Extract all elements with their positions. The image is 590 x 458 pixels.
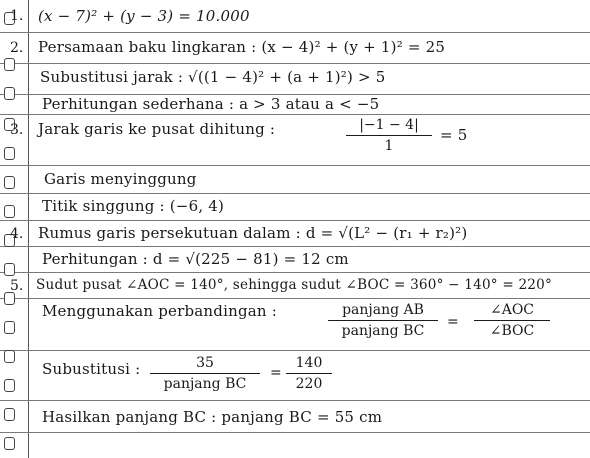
fraction-numerator: 35 (196, 355, 214, 371)
ruled-line (0, 432, 590, 433)
ruled-line (0, 350, 590, 351)
binder-hole (4, 263, 15, 276)
fraction-bar (474, 320, 550, 321)
fraction-numerator: ∠AOC (489, 302, 535, 318)
distance-result: = 5 (440, 126, 468, 144)
binder-hole (4, 379, 15, 392)
result-line: Hasilkan panjang BC : panjang BC = 55 cm (42, 408, 383, 426)
ruled-line (0, 193, 590, 194)
tangent-point-line: Titik singgung : (−6, 4) (42, 197, 225, 215)
distance-line-label: Jarak garis ke pusat dihitung : (38, 120, 276, 138)
ratio-label: Menggunakan perbandingan : (42, 302, 277, 320)
ruled-line (0, 165, 590, 166)
simple-calculation-line: Perhitungan sederhana : a > 3 atau a < −5 (42, 95, 380, 113)
ruled-line (0, 63, 590, 64)
fraction-bar (346, 135, 432, 136)
ruled-line (0, 220, 590, 221)
equation-circle: (x − 7)² + (y − 3) = 10.000 (38, 7, 250, 25)
central-angle-line: Sudut pusat ∠AOC = 140°, sehingga sudut ∠BOC = 360° − 140° = 220° (36, 277, 552, 293)
item-number: 1. (10, 8, 24, 24)
binder-hole (4, 437, 15, 450)
equals-sign: = (447, 314, 459, 330)
inner-tangent-calculation-line: Perhitungan : d = √(225 − 81) = 12 cm (42, 250, 349, 268)
inner-tangent-formula-line: Rumus garis persekutuan dalam : d = √(L² − (r₁ + r₂)²) (38, 224, 468, 242)
substitution-fraction-angle (286, 355, 332, 392)
binder-hole (4, 58, 15, 71)
equals-sign: = (270, 365, 282, 381)
ruled-line (0, 32, 590, 33)
binder-hole (4, 408, 15, 421)
margin-line (28, 0, 29, 458)
binder-hole (4, 321, 15, 334)
fraction-denominator: 1 (384, 138, 394, 154)
fraction-bar (328, 320, 438, 321)
binder-hole (4, 176, 15, 189)
binder-hole (4, 87, 15, 100)
item-number: 4. (10, 226, 24, 242)
fraction-bar (150, 373, 260, 374)
ratio-fraction-angle (474, 302, 550, 339)
fraction-denominator: panjang BC (341, 323, 425, 339)
standard-equation-line: Persamaan baku lingkaran : (x − 4)² + (y + 1)² = 25 (38, 38, 446, 56)
fraction-denominator: 220 (295, 376, 323, 392)
fraction-numerator: 140 (295, 355, 323, 371)
ruled-line (0, 272, 590, 273)
ruled-line (0, 114, 590, 115)
item-number: 2. (10, 40, 24, 56)
binder-hole (4, 205, 15, 218)
substitution-fraction-length (150, 355, 260, 392)
fraction-numerator: |−1 − 4| (359, 117, 419, 133)
ruled-line (0, 246, 590, 247)
ruled-line (0, 400, 590, 401)
binder-hole (4, 147, 15, 160)
fraction-denominator: panjang BC (163, 376, 247, 392)
item-number: 5. (10, 278, 24, 294)
distance-fraction (346, 117, 432, 154)
substitution-label: Subustitusi : (42, 360, 141, 378)
fraction-denominator: ∠BOC (489, 323, 535, 339)
ratio-fraction-length (328, 302, 438, 339)
binder-hole (4, 350, 15, 363)
item-number: 3. (10, 122, 24, 138)
fraction-bar (286, 373, 332, 374)
ruled-line (0, 298, 590, 299)
substitution-distance-line: Subustitusi jarak : √((1 − 4)² + (a + 1)²) > 5 (40, 68, 386, 86)
fraction-numerator: panjang AB (342, 302, 424, 318)
tangent-statement: Garis menyinggung (44, 170, 197, 188)
